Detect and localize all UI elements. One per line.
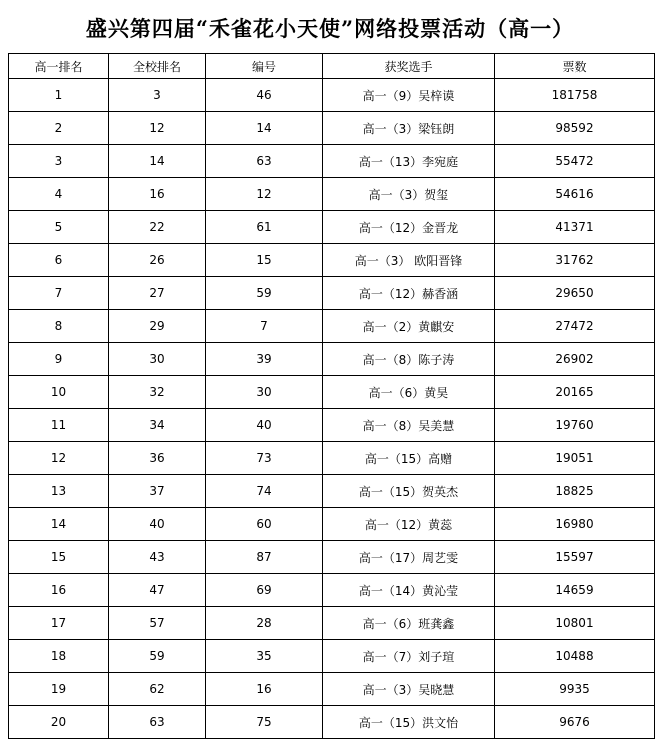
table-row — [9, 310, 655, 343]
grade-rank-cell: 10 — [9, 376, 109, 409]
table-row — [9, 244, 655, 277]
school-rank-cell: 30 — [109, 343, 206, 376]
grade-rank-cell: 5 — [9, 211, 109, 244]
table-body — [9, 79, 655, 739]
number-cell: 75 — [206, 706, 323, 739]
table-row — [9, 211, 655, 244]
school-rank-cell: 16 — [109, 178, 206, 211]
grade-rank-cell: 7 — [9, 277, 109, 310]
number-cell: 15 — [206, 244, 323, 277]
school-rank-cell: 12 — [109, 112, 206, 145]
votes-cell: 9676 — [495, 706, 655, 739]
table-row — [9, 277, 655, 310]
number-cell: 16 — [206, 673, 323, 706]
table-row — [9, 178, 655, 211]
winner-cell: 高一（15）贺英杰 — [323, 475, 495, 508]
votes-cell: 18825 — [495, 475, 655, 508]
school-rank-cell: 3 — [109, 79, 206, 112]
grade-rank-cell: 18 — [9, 640, 109, 673]
table-row — [9, 706, 655, 739]
votes-cell: 10801 — [495, 607, 655, 640]
school-rank-cell: 59 — [109, 640, 206, 673]
winner-cell: 高一（8）陈子涛 — [323, 343, 495, 376]
grade-rank-cell: 8 — [9, 310, 109, 343]
table-header-row — [9, 54, 655, 79]
votes-cell: 41371 — [495, 211, 655, 244]
school-rank-cell: 40 — [109, 508, 206, 541]
grade-rank-cell: 19 — [9, 673, 109, 706]
votes-cell: 31762 — [495, 244, 655, 277]
number-cell: 35 — [206, 640, 323, 673]
school-rank-cell: 29 — [109, 310, 206, 343]
school-rank-cell: 26 — [109, 244, 206, 277]
number-cell: 40 — [206, 409, 323, 442]
votes-cell: 10488 — [495, 640, 655, 673]
number-cell: 60 — [206, 508, 323, 541]
table-row — [9, 541, 655, 574]
winner-cell: 高一（12）赫香涵 — [323, 277, 495, 310]
grade-rank-cell: 12 — [9, 442, 109, 475]
grade-rank-cell: 16 — [9, 574, 109, 607]
school-rank-cell: 37 — [109, 475, 206, 508]
school-rank-cell: 22 — [109, 211, 206, 244]
table-row — [9, 475, 655, 508]
number-cell: 61 — [206, 211, 323, 244]
table-row — [9, 79, 655, 112]
votes-cell: 98592 — [495, 112, 655, 145]
table-row — [9, 409, 655, 442]
number-cell: 39 — [206, 343, 323, 376]
number-cell: 14 — [206, 112, 323, 145]
winner-cell: 高一（17）周艺雯 — [323, 541, 495, 574]
number-cell: 73 — [206, 442, 323, 475]
number-cell: 7 — [206, 310, 323, 343]
votes-cell: 19051 — [495, 442, 655, 475]
table-row — [9, 607, 655, 640]
winner-cell: 高一（8）吴美慧 — [323, 409, 495, 442]
number-cell: 74 — [206, 475, 323, 508]
header-grade-rank: 高一排名 — [9, 54, 109, 79]
table-row — [9, 145, 655, 178]
grade-rank-cell: 11 — [9, 409, 109, 442]
vote-ranking-table — [8, 53, 655, 739]
winner-cell: 高一（6）黄昊 — [323, 376, 495, 409]
table-row — [9, 574, 655, 607]
number-cell: 59 — [206, 277, 323, 310]
school-rank-cell: 57 — [109, 607, 206, 640]
number-cell: 28 — [206, 607, 323, 640]
winner-cell: 高一（3）贺玺 — [323, 178, 495, 211]
votes-cell: 181758 — [495, 79, 655, 112]
winner-cell: 高一（15）高赠 — [323, 442, 495, 475]
table-row — [9, 343, 655, 376]
winner-cell: 高一（12）黄蕊 — [323, 508, 495, 541]
number-cell: 87 — [206, 541, 323, 574]
school-rank-cell: 36 — [109, 442, 206, 475]
votes-cell: 26902 — [495, 343, 655, 376]
number-cell: 30 — [206, 376, 323, 409]
votes-cell: 14659 — [495, 574, 655, 607]
table-row — [9, 112, 655, 145]
table-row — [9, 442, 655, 475]
votes-cell: 16980 — [495, 508, 655, 541]
table-row — [9, 508, 655, 541]
school-rank-cell: 34 — [109, 409, 206, 442]
grade-rank-cell: 4 — [9, 178, 109, 211]
winner-cell: 高一（6）班龚鑫 — [323, 607, 495, 640]
grade-rank-cell: 14 — [9, 508, 109, 541]
table-row — [9, 673, 655, 706]
winner-cell: 高一（3） 欧阳晋锋 — [323, 244, 495, 277]
header-number: 编号 — [206, 54, 323, 79]
votes-cell: 55472 — [495, 145, 655, 178]
winner-cell: 高一（9）吴梓谟 — [323, 79, 495, 112]
winner-cell: 高一（3）吴晓慧 — [323, 673, 495, 706]
votes-cell: 27472 — [495, 310, 655, 343]
number-cell: 12 — [206, 178, 323, 211]
votes-cell: 20165 — [495, 376, 655, 409]
header-winner: 获奖选手 — [323, 54, 495, 79]
number-cell: 63 — [206, 145, 323, 178]
school-rank-cell: 62 — [109, 673, 206, 706]
grade-rank-cell: 9 — [9, 343, 109, 376]
winner-cell: 高一（12）金晋龙 — [323, 211, 495, 244]
header-votes: 票数 — [495, 54, 655, 79]
grade-rank-cell: 3 — [9, 145, 109, 178]
page-title: 盛兴第四届“禾雀花小天使”网络投票活动（高一） — [85, 16, 575, 41]
grade-rank-cell: 13 — [9, 475, 109, 508]
votes-cell: 15597 — [495, 541, 655, 574]
votes-cell: 54616 — [495, 178, 655, 211]
school-rank-cell: 47 — [109, 574, 206, 607]
votes-cell: 19760 — [495, 409, 655, 442]
winner-cell: 高一（2）黄麒安 — [323, 310, 495, 343]
grade-rank-cell: 20 — [9, 706, 109, 739]
school-rank-cell: 27 — [109, 277, 206, 310]
winner-cell: 高一（7）刘子瑄 — [323, 640, 495, 673]
number-cell: 69 — [206, 574, 323, 607]
school-rank-cell: 32 — [109, 376, 206, 409]
school-rank-cell: 14 — [109, 145, 206, 178]
grade-rank-cell: 2 — [9, 112, 109, 145]
school-rank-cell: 63 — [109, 706, 206, 739]
school-rank-cell: 43 — [109, 541, 206, 574]
header-school-rank: 全校排名 — [109, 54, 206, 79]
grade-rank-cell: 15 — [9, 541, 109, 574]
winner-cell: 高一（15）洪文怡 — [323, 706, 495, 739]
table-row — [9, 640, 655, 673]
votes-cell: 29650 — [495, 277, 655, 310]
grade-rank-cell: 17 — [9, 607, 109, 640]
winner-cell: 高一（13）李宛庭 — [323, 145, 495, 178]
winner-cell: 高一（3）梁钰朗 — [323, 112, 495, 145]
grade-rank-cell: 1 — [9, 79, 109, 112]
votes-cell: 9935 — [495, 673, 655, 706]
grade-rank-cell: 6 — [9, 244, 109, 277]
number-cell: 46 — [206, 79, 323, 112]
winner-cell: 高一（14）黄沁莹 — [323, 574, 495, 607]
table-row — [9, 376, 655, 409]
